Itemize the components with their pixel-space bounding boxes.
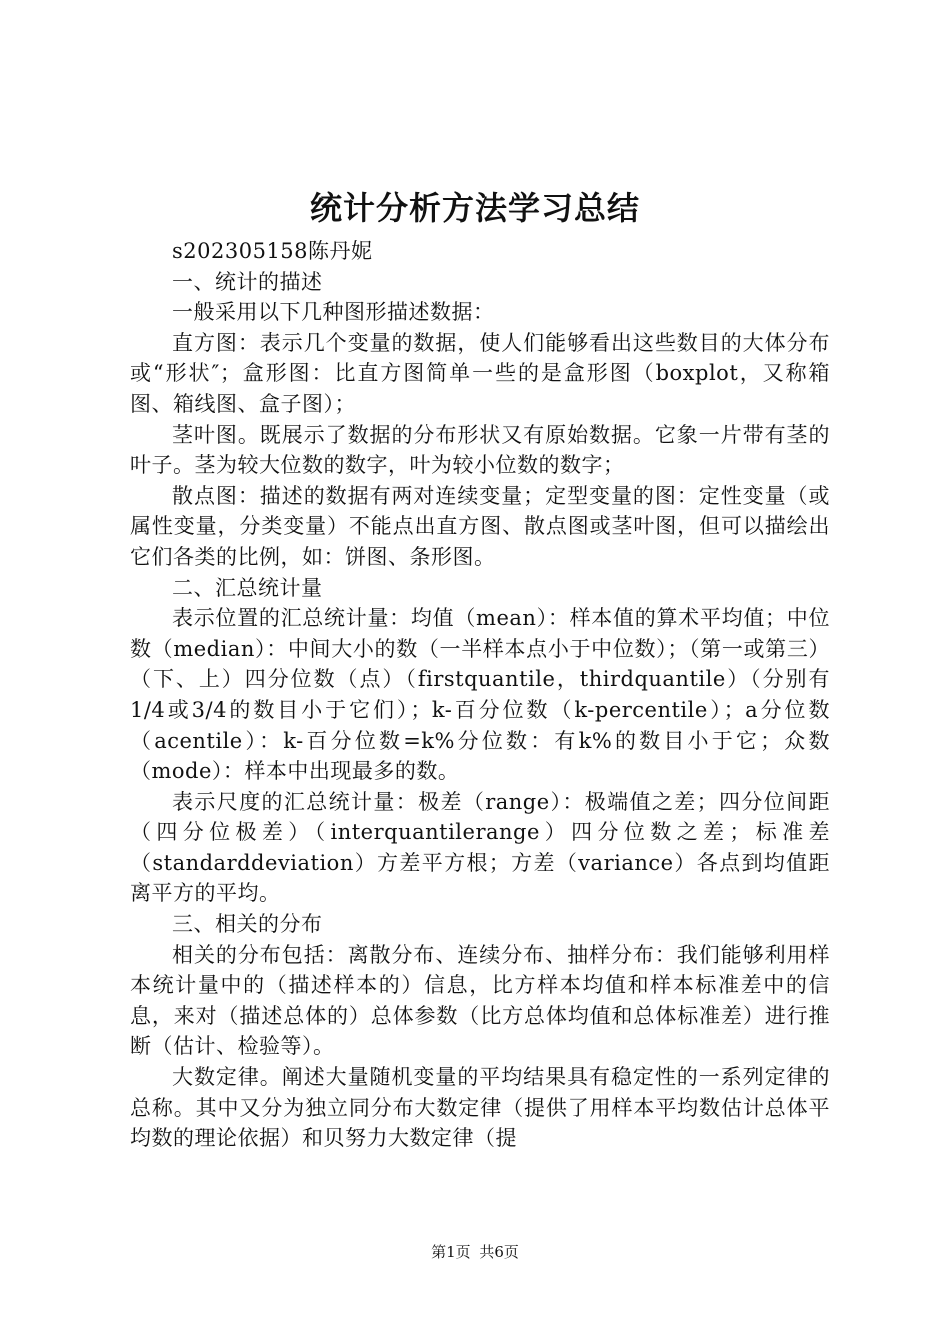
document-body xyxy=(130,236,830,1154)
paragraph: 一般采用以下几种图形描述数据： xyxy=(172,300,495,325)
paragraph: 茎叶图。既展示了数据的分布形状又有原始数据。它象一片带有茎的叶子。茎为较大位数的数字，叶为较小位数的数字； xyxy=(130,422,830,478)
paragraph: 直方图：表示几个变量的数据，使人们能够看出这些数目的大体分布或“形状″；盒形图：比直方图简单一些的是盒形图（boxplot，又称箱图、箱线图、盒子图）； xyxy=(130,330,830,416)
section-heading-3: 三、相关的分布 xyxy=(172,912,323,937)
section-heading-1: 一、统计的描述 xyxy=(172,269,323,294)
author-line: s202305158陈丹妮 xyxy=(172,239,373,263)
paragraph: 相关的分布包括：离散分布、连续分布、抽样分布：我们能够利用样本统计量中的（描述样本的）信息，比方样本均值和样本标准差中的信息，来对（描述总体的）总体参数（比方总体均值和总体标准差）进行推断（估计、检验等）。 xyxy=(130,942,830,1059)
paragraph: 散点图：描述的数据有两对连续变量；定型变量的图：定性变量（或属性变量，分类变量）不能点出直方图、散点图或茎叶图，但可以描绘出它们各类的比例，如：饼图、条形图。 xyxy=(130,483,830,569)
section-heading-2: 二、汇总统计量 xyxy=(172,575,323,600)
paragraph: 大数定律。阐述大量随机变量的平均结果具有稳定性的一系列定律的总称。其中又分为独立同分布大数定律（提供了用样本平均数估计总体平均数的理论依据）和贝努力大数定律（提 xyxy=(130,1065,830,1151)
page-number: 第1页 xyxy=(431,1243,471,1261)
document-title: 统计分析方法学习总结 xyxy=(309,189,640,227)
paragraph: 表示尺度的汇总统计量：极差（range）：极端值之差；四分位间距（四分位极差）（interquantilerange）四分位数之差；标准差（standarddeviation）方差平方根；方差（variance）各点到均值距离平方的平均。 xyxy=(130,789,830,906)
page-footer xyxy=(0,1240,950,1264)
page-total: 共6页 xyxy=(479,1243,519,1261)
paragraph: 表示位置的汇总统计量：均值（mean）：样本值的算术平均值；中位数（median）：中间大小的数（一半样本点小于中位数）；（第一或第三）（下、上）四分位数（点）（firstquantile，thirdquantile）（分别有1/4或3/4的数目小于它们）；k-百分位数（k-percentile）；a分位数（acentile）：k-百分位数=k%分位数：有k%的数目小于它；众数（mode）：样本中出现最多的数。 xyxy=(130,606,830,784)
